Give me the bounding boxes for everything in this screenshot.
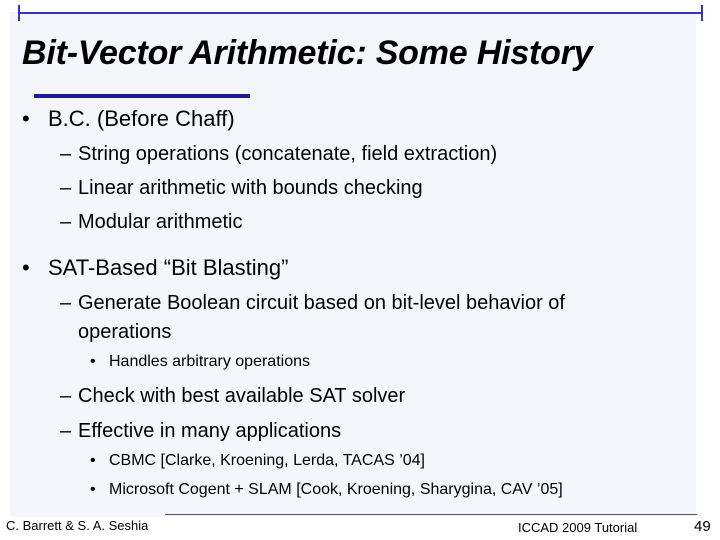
bullet-item [22,106,235,132]
sub-bullet-item [60,420,341,443]
title-underline [34,94,250,98]
bullet-marker: • [22,255,30,280]
bullet-text: SAT-Based “Bit Blasting” [48,255,289,280]
bullet-text: Handles arbitrary operations [109,353,310,370]
bullet-item [22,255,288,281]
sub-bullet-item [60,292,565,315]
footer-venue: ICCAD 2009 Tutorial [518,520,638,535]
top-rule-left-tick [18,5,20,21]
footer-authors: C. Barrett & S. A. Seshia [6,518,149,533]
bullet-text: Generate Boolean circuit based on bit-level behavior of [78,292,565,314]
bullet-text: String operations (concatenate, field extraction) [78,143,498,165]
top-rule [18,12,702,14]
bullet-text: operations [78,321,172,343]
sub-sub-bullet-item [90,353,310,371]
bullet-text: Microsoft Cogent + SLAM [Cook, Kroening, Sharygina, CAV ’05] [109,481,563,498]
bullet-marker: • [90,481,96,498]
sub-bullet-item [60,211,243,234]
dash-marker: – [60,385,72,407]
dash-marker: – [60,420,72,442]
sub-sub-bullet-item [90,481,563,499]
dash-marker: – [60,177,72,199]
footer-rule [165,514,697,515]
slide-title: Bit-Vector Arithmetic: Some History [22,34,593,72]
bullet-text: CBMC [Clarke, Kroening, Lerda, TACAS ’04] [109,452,425,469]
sub-bullet-item [60,177,423,200]
sub-bullet-item [60,385,405,408]
bullet-marker: • [22,106,30,131]
bullet-text: Effective in many applications [78,420,342,442]
dash-marker: – [60,211,72,233]
page-number: 49 [694,518,711,535]
bullet-text: Check with best available SAT solver [78,385,406,407]
bullet-text: Linear arithmetic with bounds checking [78,177,423,199]
sub-bullet-item [60,143,497,166]
bullet-text: B.C. (Before Chaff) [48,106,235,131]
dash-marker: – [60,143,72,165]
bullet-text: Modular arithmetic [78,211,243,233]
sub-sub-bullet-item [90,452,425,470]
bullet-marker: • [90,353,96,370]
bullet-marker: • [90,452,96,469]
sub-bullet-continuation [60,321,171,344]
dash-marker: – [60,292,72,314]
top-rule-right-tick [701,5,703,21]
